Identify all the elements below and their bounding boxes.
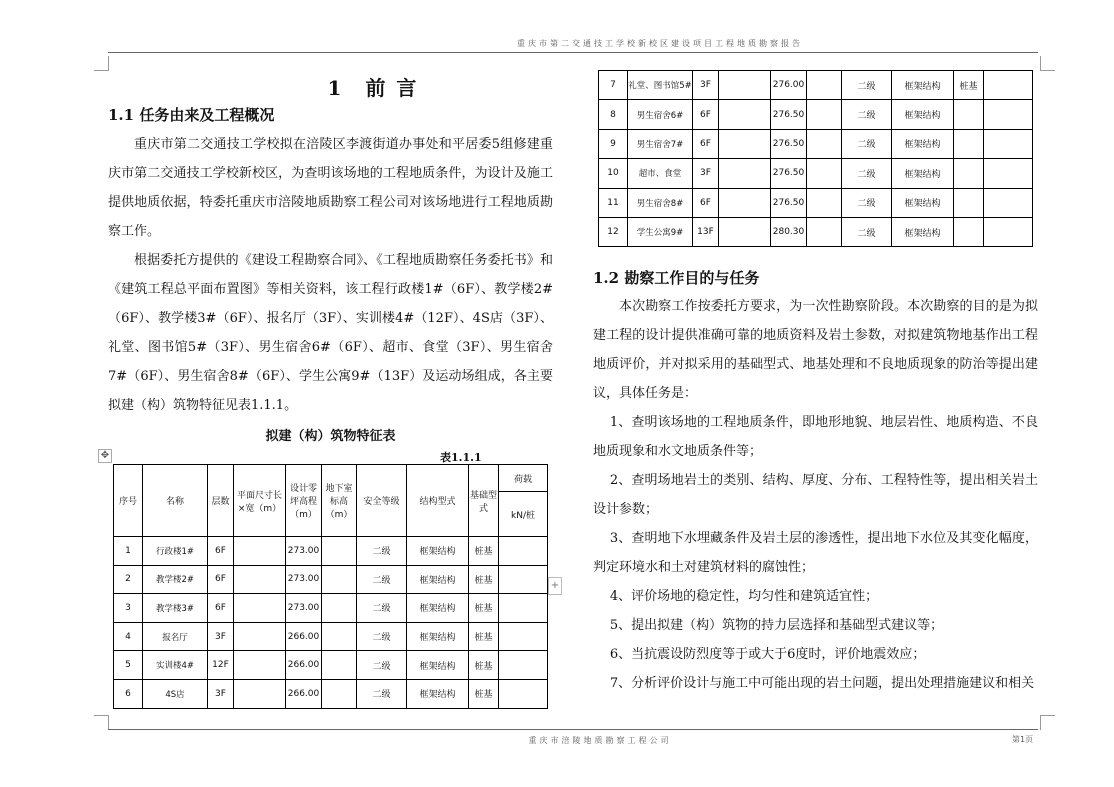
cell-floors[interactable]: 6F xyxy=(208,565,234,594)
cell-name[interactable]: 礼堂、图书馆5# xyxy=(628,71,693,100)
cell-height[interactable] xyxy=(322,622,357,651)
cell-foundation[interactable]: 桩基 xyxy=(469,622,499,651)
cell-load[interactable] xyxy=(984,100,1033,129)
task-item: 3、查明地下水埋藏条件及岩土层的渗透性，提出地下水位及其变化幅度，判定环境水和土对建筑材料的腐蚀性； xyxy=(593,531,1038,575)
cell-foundation[interactable]: 桩基 xyxy=(469,565,499,594)
cell-height[interactable] xyxy=(807,129,842,158)
cell-elev[interactable]: 276.00 xyxy=(771,71,807,100)
cell-elev[interactable]: 276.50 xyxy=(771,159,807,188)
cell-dims[interactable] xyxy=(719,129,771,158)
cell-dims[interactable] xyxy=(719,71,771,100)
table-row xyxy=(599,159,1033,188)
cell-no[interactable]: 8 xyxy=(599,100,628,129)
cell-structure[interactable]: 框架结构 xyxy=(407,537,469,566)
cell-elev[interactable]: 276.50 xyxy=(771,100,807,129)
cell-name[interactable]: 教学楼2# xyxy=(143,565,208,594)
cell-dims[interactable] xyxy=(719,100,771,129)
header-seq: 序号 xyxy=(114,465,143,537)
cell-structure[interactable]: 框架结构 xyxy=(892,217,954,246)
cell-no[interactable]: 2 xyxy=(114,565,143,594)
header-design-elevation: 设计零坪高程（m） xyxy=(286,465,322,537)
cell-safety[interactable]: 二级 xyxy=(842,217,892,246)
cell-foundation[interactable]: 桩基 xyxy=(469,537,499,566)
table-row xyxy=(599,100,1033,129)
cell-load[interactable] xyxy=(499,565,548,594)
paragraph-task-origin: 重庆市第二交通技工学校拟在涪陵区李渡街道办事处和平居委5组修建重庆市第二交通技工学校新校区，为查明该场地的工程地质条件，为设计及施工提供地质依据，特委托重庆市涪陵地质勘察工程公司对该场地进行工程地质勘察工作。 xyxy=(108,137,553,239)
page-number: 第1页 xyxy=(1012,735,1034,744)
cell-no[interactable]: 11 xyxy=(599,188,628,217)
task-item: 4、评价场地的稳定性，均匀性和建筑适宜性； xyxy=(609,589,879,604)
cell-height[interactable] xyxy=(322,594,357,623)
cell-dims[interactable] xyxy=(234,679,286,708)
cell-load[interactable] xyxy=(984,159,1033,188)
cell-elev[interactable]: 266.00 xyxy=(286,622,322,651)
task-list xyxy=(593,408,1038,698)
cell-height[interactable] xyxy=(807,188,842,217)
cell-safety[interactable]: 二级 xyxy=(357,622,407,651)
cell-foundation[interactable] xyxy=(954,217,984,246)
task-item: 1、查明该场地的工程地质条件，即地形地貌、地层岩性、地质构造、不良地质现象和水文地质条件等； xyxy=(593,415,1038,459)
cell-structure[interactable]: 框架结构 xyxy=(407,679,469,708)
table-move-handle-icon[interactable]: ✥ xyxy=(98,449,112,463)
cell-name[interactable]: 实训楼4# xyxy=(143,651,208,680)
cell-load[interactable] xyxy=(984,217,1033,246)
cell-floors[interactable]: 6F xyxy=(693,100,719,129)
cell-height[interactable] xyxy=(322,537,357,566)
task-item: 2、查明场地岩土的类别、结构、厚度、分布、工程特性等，提出相关岩土设计参数； xyxy=(593,473,1038,517)
cell-height[interactable] xyxy=(807,159,842,188)
cell-foundation[interactable]: 桩基 xyxy=(469,679,499,708)
crop-mark-bottom-left xyxy=(94,715,109,730)
table-row xyxy=(599,188,1033,217)
cell-no[interactable]: 4 xyxy=(114,622,143,651)
cell-floors[interactable]: 3F xyxy=(693,159,719,188)
cell-elev[interactable]: 280.30 xyxy=(771,217,807,246)
cell-structure[interactable]: 框架结构 xyxy=(892,188,954,217)
cell-foundation[interactable] xyxy=(954,100,984,129)
cell-elev[interactable]: 273.00 xyxy=(286,594,322,623)
cell-structure[interactable]: 框架结构 xyxy=(407,622,469,651)
cell-foundation[interactable]: 桩基 xyxy=(469,594,499,623)
cell-dims[interactable] xyxy=(719,217,771,246)
cell-floors[interactable]: 6F xyxy=(693,129,719,158)
cell-safety[interactable]: 二级 xyxy=(842,188,892,217)
task-item: 5、提出拟建（构）筑物的持力层选择和基础型式建议等； xyxy=(609,618,944,633)
cell-name[interactable]: 男生宿舍7# xyxy=(628,129,693,158)
cell-foundation[interactable] xyxy=(954,159,984,188)
cell-floors[interactable]: 12F xyxy=(208,651,234,680)
cell-load[interactable] xyxy=(499,594,548,623)
cell-structure[interactable]: 框架结构 xyxy=(892,159,954,188)
cell-no[interactable]: 1 xyxy=(114,537,143,566)
cell-safety[interactable]: 二级 xyxy=(842,129,892,158)
cell-height[interactable] xyxy=(322,651,357,680)
cell-elev[interactable]: 273.00 xyxy=(286,565,322,594)
cell-floors[interactable]: 6F xyxy=(208,537,234,566)
header-name: 名称 xyxy=(143,465,208,537)
building-feature-table xyxy=(113,464,548,709)
cell-safety[interactable]: 二级 xyxy=(842,71,892,100)
cell-elev[interactable]: 266.00 xyxy=(286,651,322,680)
cell-foundation[interactable] xyxy=(954,129,984,158)
cell-name[interactable]: 超市、食堂 xyxy=(628,159,693,188)
paragraph-project-overview: 根据委托方提供的《建设工程勘察合同》、《工程地质勘察任务委托书》和《建筑工程总平面布置图》等相关资料，该工程行政楼1#（6F）、教学楼2#（6F）、教学楼3#（6F）、报名厅（3F）、实训楼4#（12F）、4S店（3F）、礼堂、图书馆5#（3F）、男生宿舍6#（6F）、超市、食堂（3F）、男生宿舍7#（6F）、男生宿舍8#（6F）、学生公寓9#（13F）及运动场组成，各主要拟建（构）筑物特征见表1.1.1。 xyxy=(108,253,553,413)
cell-height[interactable] xyxy=(807,100,842,129)
cell-name[interactable]: 4S店 xyxy=(143,679,208,708)
header-floors: 层数 xyxy=(208,465,234,537)
cell-no[interactable]: 10 xyxy=(599,159,628,188)
header-load-unit: kN/桩 xyxy=(499,492,548,537)
cell-floors[interactable]: 6F xyxy=(693,188,719,217)
building-feature-table-continued xyxy=(598,70,1033,247)
header-foundation-type: 基础型式 xyxy=(469,465,499,537)
cell-elev[interactable]: 276.50 xyxy=(771,188,807,217)
cell-dims[interactable] xyxy=(234,651,286,680)
cell-floors[interactable]: 3F xyxy=(208,679,234,708)
table-row xyxy=(114,622,548,651)
cell-no[interactable]: 9 xyxy=(599,129,628,158)
cell-dims[interactable] xyxy=(234,622,286,651)
cell-dims[interactable] xyxy=(719,188,771,217)
cell-no[interactable]: 5 xyxy=(114,651,143,680)
cell-no[interactable]: 6 xyxy=(114,679,143,708)
cell-name[interactable]: 男生宿舍6# xyxy=(628,100,693,129)
section-heading-1-1: 1.1 任务由来及工程概况 xyxy=(108,106,275,124)
cell-safety[interactable]: 二级 xyxy=(842,100,892,129)
cell-load[interactable] xyxy=(984,71,1033,100)
cell-load[interactable] xyxy=(499,651,548,680)
cell-load[interactable] xyxy=(984,188,1033,217)
cell-height[interactable] xyxy=(322,565,357,594)
header-dimensions: 平面尺寸长×宽（m） xyxy=(234,465,286,537)
table-row xyxy=(114,679,548,708)
cell-safety[interactable]: 二级 xyxy=(842,159,892,188)
task-item: 6、当抗震设防烈度等于或大于6度时，评价地震效应； xyxy=(609,647,926,662)
cell-safety[interactable]: 二级 xyxy=(357,537,407,566)
table-row xyxy=(599,71,1033,100)
header-structure-type: 结构型式 xyxy=(407,465,469,537)
task-item: 7、分析评价设计与施工中可能出现的岩土问题，提出处理措施建议和相关 xyxy=(609,676,1035,691)
cell-foundation[interactable]: 桩基 xyxy=(954,71,984,100)
cell-elev[interactable]: 266.00 xyxy=(286,679,322,708)
cell-safety[interactable]: 二级 xyxy=(357,679,407,708)
cell-no[interactable]: 7 xyxy=(599,71,628,100)
table-row xyxy=(114,651,548,680)
cell-dims[interactable] xyxy=(234,565,286,594)
section-heading-1-2: 1.2 勘察工作目的与任务 xyxy=(593,269,760,287)
header-safety-grade: 安全等级 xyxy=(357,465,407,537)
cell-name[interactable]: 男生宿舍8# xyxy=(628,188,693,217)
table-row xyxy=(599,217,1033,246)
cell-load[interactable] xyxy=(499,679,548,708)
paragraph-survey-purpose: 本次勘察工作按委托方要求，为一次性勘察阶段。本次勘察的目的是为拟建工程的设计提供准确可靠的地质资料及岩土参数，对拟建筑物地基作出工程地质评价，并对拟采用的基础型式、地基处理和不良地质现象的防治等提出建议，具体任务是： xyxy=(593,299,1038,401)
cell-floors[interactable]: 6F xyxy=(208,594,234,623)
cell-load[interactable] xyxy=(499,537,548,566)
table-row xyxy=(114,594,548,623)
table-number: 表1.1.1 xyxy=(440,451,482,464)
cell-height[interactable] xyxy=(322,679,357,708)
cell-dims[interactable] xyxy=(234,537,286,566)
cell-structure[interactable]: 框架结构 xyxy=(407,565,469,594)
cell-floors[interactable]: 13F xyxy=(693,217,719,246)
cell-elev[interactable]: 276.50 xyxy=(771,129,807,158)
footer-rule xyxy=(108,729,1038,730)
cell-height[interactable] xyxy=(807,71,842,100)
cell-elev[interactable]: 273.00 xyxy=(286,537,322,566)
cell-structure[interactable]: 框架结构 xyxy=(407,651,469,680)
cell-structure[interactable]: 框架结构 xyxy=(892,129,954,158)
cell-name[interactable]: 行政楼1# xyxy=(143,537,208,566)
cell-height[interactable] xyxy=(807,217,842,246)
header-rule xyxy=(108,52,1038,53)
cell-name[interactable]: 教学楼3# xyxy=(143,594,208,623)
cell-name[interactable]: 学生公寓9# xyxy=(628,217,693,246)
crop-mark-top-left xyxy=(94,56,109,71)
cell-floors[interactable]: 3F xyxy=(693,71,719,100)
crop-mark-bottom-right xyxy=(1040,715,1055,730)
cell-structure[interactable]: 框架结构 xyxy=(892,71,954,100)
running-footer: 重庆市涪陵地质勘察工程公司 xyxy=(528,736,672,745)
cell-safety[interactable]: 二级 xyxy=(357,594,407,623)
cell-load[interactable] xyxy=(499,622,548,651)
running-header: 重庆市第二交通技工学校新校区建设项目工程地质勘察报告 xyxy=(517,39,803,48)
cell-safety[interactable]: 二级 xyxy=(357,565,407,594)
table-caption: 拟建（构）筑物特征表 xyxy=(265,429,396,444)
cell-structure[interactable]: 框架结构 xyxy=(407,594,469,623)
cell-foundation[interactable]: 桩基 xyxy=(469,651,499,680)
cell-load[interactable] xyxy=(984,129,1033,158)
header-basement-elevation: 地下室标高（m） xyxy=(322,465,357,537)
chapter-title: 1 前 言 xyxy=(327,76,419,100)
cell-no[interactable]: 3 xyxy=(114,594,143,623)
crop-mark-top-right xyxy=(1040,56,1055,71)
cell-floors[interactable]: 3F xyxy=(208,622,234,651)
cell-name[interactable]: 报名厅 xyxy=(143,622,208,651)
cell-structure[interactable]: 框架结构 xyxy=(892,100,954,129)
cell-dims[interactable] xyxy=(234,594,286,623)
header-load: 荷载 xyxy=(499,465,548,492)
cell-dims[interactable] xyxy=(719,159,771,188)
table-row xyxy=(599,129,1033,158)
cell-foundation[interactable] xyxy=(954,188,984,217)
cell-safety[interactable]: 二级 xyxy=(357,651,407,680)
add-column-button[interactable]: + xyxy=(548,577,562,595)
table-row xyxy=(114,565,548,594)
table-row xyxy=(114,537,548,566)
cell-no[interactable]: 12 xyxy=(599,217,628,246)
